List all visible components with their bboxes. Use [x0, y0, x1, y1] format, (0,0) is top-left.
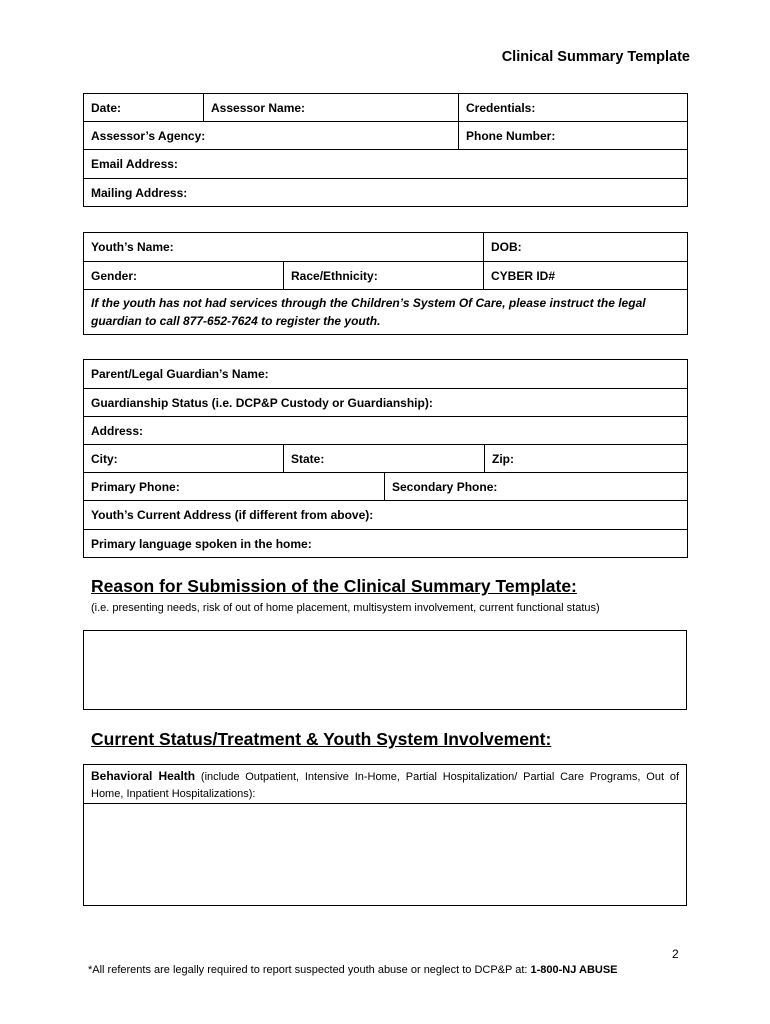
- behavioral-health-label-row: [84, 765, 686, 804]
- current-status-heading: Current Status/Treatment & Youth System Involvement:: [91, 729, 552, 749]
- primary-phone-field[interactable]: Primary Phone:: [84, 473, 385, 501]
- dob-field[interactable]: DOB:: [484, 233, 688, 262]
- guardian-name-field[interactable]: Parent/Legal Guardian’s Name:: [84, 360, 688, 389]
- behavioral-health-input[interactable]: [84, 804, 686, 904]
- email-address-field[interactable]: Email Address:: [84, 150, 688, 179]
- behavioral-health-box: [83, 764, 687, 906]
- guardian-address-field[interactable]: Address:: [84, 417, 688, 445]
- date-field[interactable]: Date:: [84, 94, 204, 122]
- credentials-field[interactable]: Credentials:: [459, 94, 688, 122]
- gender-field[interactable]: Gender:: [84, 262, 284, 290]
- registration-note: If the youth has not had services through the Children’s System Of Care, please instruct the legal guardian to call 877-652-7624 to register the youth.: [84, 290, 688, 335]
- zip-field[interactable]: Zip:: [485, 445, 688, 473]
- reason-subtext: (i.e. presenting needs, risk of out of home placement, multisystem involvement, current functional status): [91, 602, 600, 614]
- youth-current-address-field[interactable]: Youth’s Current Address (if different from above):: [84, 501, 688, 530]
- phone-number-field[interactable]: Phone Number:: [459, 122, 688, 150]
- secondary-phone-field[interactable]: Secondary Phone:: [385, 473, 688, 501]
- footer-note-text: *All referents are legally required to report suspected youth abuse or neglect to DCP&P at:: [88, 964, 531, 976]
- footer-note: [88, 964, 618, 976]
- youth-info-table: [83, 232, 688, 335]
- reason-heading: Reason for Submission of the Clinical Summary Template:: [91, 576, 577, 596]
- city-field[interactable]: City:: [84, 445, 284, 473]
- assessor-agency-field[interactable]: Assessor’s Agency:: [84, 122, 459, 150]
- document-title: Clinical Summary Template: [501, 49, 690, 65]
- guardianship-status-field[interactable]: Guardianship Status (i.e. DCP&P Custody or Guardianship):: [84, 389, 688, 417]
- reason-text-box[interactable]: [83, 630, 687, 710]
- assessor-name-field[interactable]: Assessor Name:: [204, 94, 459, 122]
- mailing-address-field[interactable]: Mailing Address:: [84, 179, 688, 207]
- abuse-hotline: 1-800-NJ ABUSE: [530, 964, 618, 976]
- assessor-info-table: [83, 93, 688, 207]
- youth-name-field[interactable]: Youth’s Name:: [84, 233, 484, 262]
- behavioral-health-label: Behavioral Health: [91, 769, 196, 783]
- behavioral-health-description: (include Outpatient, Intensive In-Home, Partial Hospitalization/ Partial Care Programs, Out of Home, Inpatient Hospitalizations):: [91, 771, 679, 800]
- state-field[interactable]: State:: [284, 445, 485, 473]
- primary-language-field[interactable]: Primary language spoken in the home:: [84, 530, 688, 558]
- cyber-id-field[interactable]: CYBER ID#: [484, 262, 688, 290]
- guardian-info-table: [83, 359, 688, 558]
- page-number: 2: [672, 947, 679, 961]
- race-ethnicity-field[interactable]: Race/Ethnicity:: [284, 262, 484, 290]
